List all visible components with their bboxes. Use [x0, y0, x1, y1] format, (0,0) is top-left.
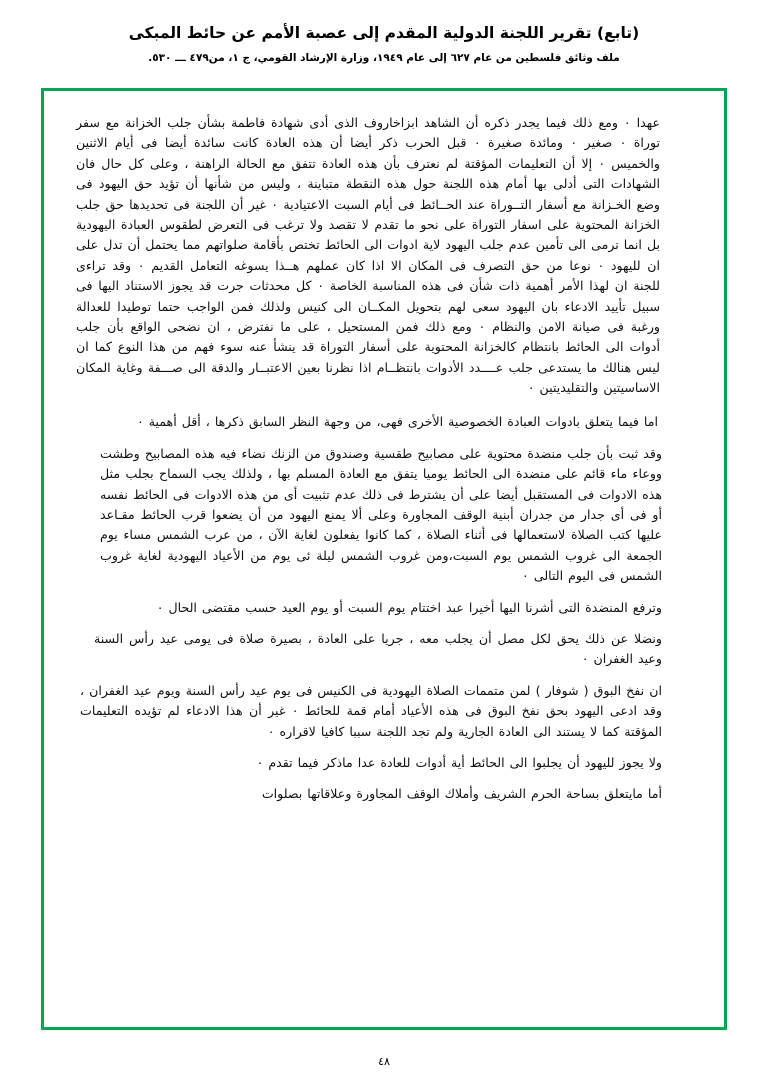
paragraph: وقد ثبت بأن جلب منضدة محتوية على مصابيح طقسية وصندوق من الزنك نضاء فيه هذه المصابيح وطشت ووعاء ماء قائم على منضدة الى الحائط يوميا يتفق مع العادة المسلم بها ، ولذلك يجب السماح بجلب مثل هذه الادوات فى المستقبل أيضا على أن يشترط فى ذلك عدم تثبيت أى من هذه الادوات فى الحائط نفسه أو فى أى جدار من جدران أبنية الوقف المجاورة وعلى ألا يمنع اليهود من أن يضعوا قرب الحائط مقـاعد عليها كتب الصلاة لاستعمالها فى أثناء الصلاة ، كما كانوا يفعلون لغاية الآن ، من عرب الشمس مساء يوم الجمعة الى غروب الشمس يوم السبت،ومن غروب الشمس ليلة ئى يوم من الأعياد اليهودية لغاية غروب الشمس فى اليوم التالى ٠	[100, 445, 662, 584]
green-border-frame	[41, 88, 727, 1030]
paragraph: ولا يجوز لليهود أن يجلبوا الى الحائط أية أدوات للعادة عدا ماذكر فيما تقدم ٠	[256, 754, 662, 770]
document-body	[44, 91, 724, 1027]
paragraph: عهدا ٠ ومع ذلك فيما يجدر ذكره أن الشاهد ابزاخاروف الذى أدى شهادة فاطمة بشأن جلب الخزانة مع سفر توراة ٠ صغير ٠ ومائدة صغيرة ٠ قبل الحرب ذكر أيضا أن هذه العادة كانت سائدة أيضا فى أيام الاثنين والخميس ٠ إلا أن التعليمات المؤقتة لم نعترف بأن هذه العادة تتفق مع الحالة الراهنة ، وعلى كل حال فان الشهادات التى أدلى بها أمام هذه اللجنة حول هذه النقطة متباينة ، وليس من شأنها أن تؤيد حق اليهود فى وضع الخـزانة مع أسفار التــوراة عند الحــائط فى أيام السبت الاعتيادية ٠ غير أن اللجنة فى تحديدها حق جلب الخزانة المحتوية على اسفار التوراة على نحو ما تقدم لا تقصد ولا ترغب فى التعرض لطقوس العبادة اليهودية بل انما ترمى الى تأمين عدم جلب اليهود لاية ادوات الى الحائط تختص بأقامة صلواتهم مما يحتمل أن تدل على ان لليهود ٠ نوعا من حق التصرف فى المكان الا اذا كان عملهم هــذا يسوغه التعامل القديم ٠ وقد تراءى للجنة ان لهذا الأمر أهمية ذات شأن فى هذه المناسبة الخاصة ٠ كل محدثات جرت قد يجوز الاستناد اليها فى سبيل تأييد الادعاء بان اليهود سعى لهم بتحويل المكــان الى كنيس ولذلك فمن الواجب حتما توطيدا للعدالة ورغبة فى صيانة الامن والنظام ٠ ومع ذلك فمن المستحيل ، على ما نفترض ، ان نضحى الواقع بأن جلب أدوات الى الحائط بانتظام كالخزانة المحتوية على أسفار التوراة قد ينشأ عنه سوء فهم من هذا النوع كما ان ليس هنالك ما يستدعى جلب عــــدد الأدوات بانتظــام اذا نظرنا بعين الاعتبــار والدقة الى صـــفة وغاية المكان الاساسيتين والتقليديتين ٠	[76, 115, 660, 396]
paragraph: ان نفخ البوق ( شوفار ) لمن متممات الصلاة اليهودية فى الكنيس فى يوم عيد رأس السنة ويوم عيد الغفران ، وقد ادعى اليهود بحق نفخ البوق فى هذه الأعياد أمام قمة للحائط ٠ غير أن هذا الادعاء لم تؤيده التعليمات المؤقتة كما لا يستند الى العادة الجارية ولم تجد اللجنة سببا كافيا لاقراره ٠	[80, 682, 662, 739]
page-subtitle: ملف وثائق فلسطين من عام ٦٢٧ إلى عام ١٩٤٩، وزارة الإرشاد القومي، ج ١، من٤٧٩ ـــ ٥٣٠.	[148, 52, 620, 65]
paragraph: اما فيما يتعلق بادوات العبادة الخصوصية الأخرى فهى، من وجهة النظر السابق ذكرها ، أقل أهمية ٠	[136, 414, 658, 430]
paragraph: أما مايتعلق بساحة الحرم الشريف وأملاك الوقف المجاورة وعلاقاتها بصلوات	[261, 786, 662, 802]
paragraph: وترفع المنضدة التى أشرنا اليها أخيرا عبد اختتام يوم السبت أو يوم العيد حسب مقتضى الحال ٠	[156, 599, 662, 615]
page-number: ٤٨	[378, 1055, 390, 1068]
paragraph: ونضلا عن ذلك يحق لكل مصل أن يجلب معه ، جريا على العادة ، بصيرة صلاة فى يومى عيد رأس السنة وعيد الغفران ٠	[94, 630, 662, 667]
page-header	[0, 0, 768, 64]
page-title: (تابع) تقرير اللجنة الدولية المقدم إلى عصبة الأمم عن حائط المبكى	[128, 24, 640, 42]
